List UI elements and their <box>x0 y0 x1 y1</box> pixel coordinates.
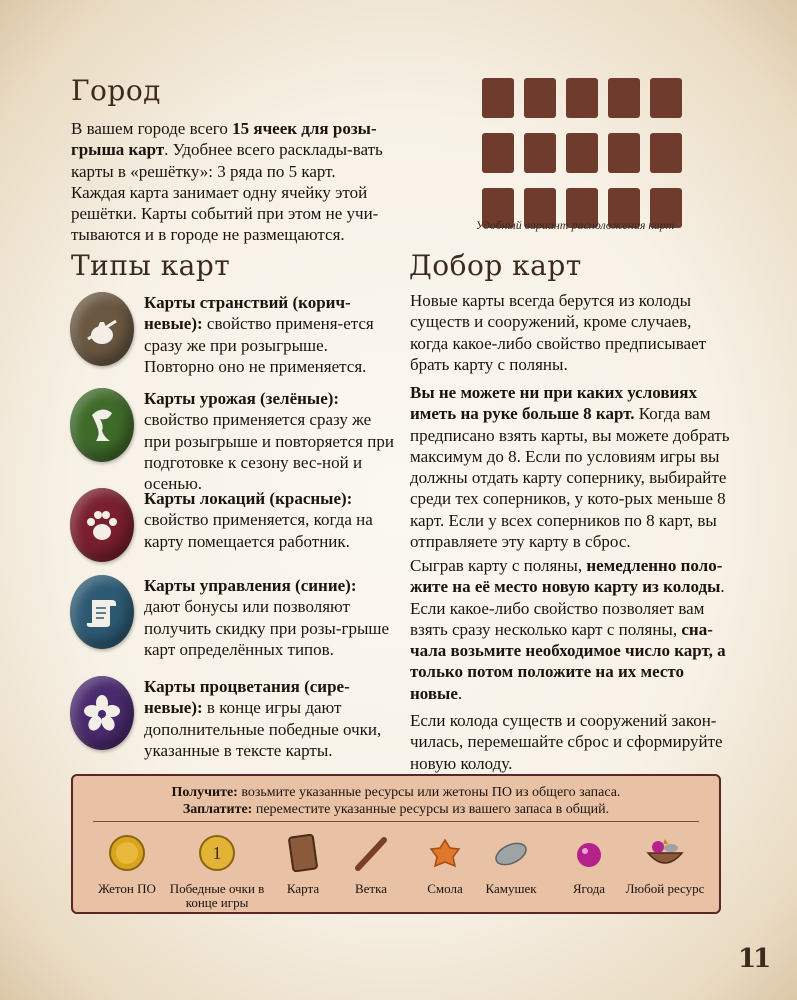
grid-cell <box>608 78 640 118</box>
grid-cell <box>524 133 556 173</box>
city-paragraph: В вашем городе всего 15 ячеек для розы-грыша карт. Удобнее всего расклады-вать карты в «решётку»: 3 ряда по 5 карт. Каждая карта занимает одну ячейку этой решётки. Карты событий при этом не учи-тываются и в городе не размещаются. <box>71 119 383 245</box>
resource-item: Ветка <box>331 832 411 896</box>
pebble-icon <box>471 832 551 874</box>
type-text: Карты управления (синие): дают бонусы или позволяют получить скидку при розы-грыше карт определённых типов. <box>144 576 390 659</box>
grid-cell <box>566 78 598 118</box>
resource-rules: Получите: возьмите указанные ресурсы или жетоны ПО из общего запаса. Заплатите: переместите указанные ресурсы из вашего запаса в общий. <box>171 785 621 817</box>
card-grid-diagram <box>482 78 682 228</box>
grid-cell <box>650 133 682 173</box>
draw-paragraph-2: Вы не можете ни при каких условиях иметь на руке больше 8 карт. Когда вам предписано взять карты, вы можете добрать максимум до 8. Если по условиям игры вы должны отдать карту сопернику, выбирайте среди тех соперников, у кото-рых меньше 8 карт. Если у всех соперников по 8 карт, вы отправляете эту карту в сброс. <box>410 383 730 552</box>
sprout-icon <box>70 388 134 462</box>
vp-end-icon: 1 <box>169 832 265 874</box>
bundle-icon <box>70 292 134 366</box>
vp-token-icon <box>87 832 167 874</box>
city-heading: Город <box>71 74 161 107</box>
diagram-caption: Удобный вариант расположения карт <box>475 218 675 232</box>
grid-cell <box>608 133 640 173</box>
draw-paragraph-1: Новые карты всегда берутся из колоды существ и сооружений, кроме случаев, когда какое-либо свойство предписывает брать карту с поляны. <box>410 291 707 374</box>
grid-cell <box>482 78 514 118</box>
draw-heading: Добор карт <box>409 249 582 282</box>
flower-icon <box>70 676 134 750</box>
resource-legend <box>71 774 721 914</box>
grid-cell <box>650 78 682 118</box>
resource-item: 1 Победные очки в конце игры <box>169 832 265 910</box>
resource-item: Жетон ПО <box>87 832 167 896</box>
paw-icon <box>70 488 134 562</box>
page-number: 11 <box>738 944 769 974</box>
type-text: Карты урожая (зелёные): свойство применяется сразу же при розыгрыше и повторяется при подготовке к сезону вес-ной и осенью. <box>144 389 394 494</box>
divider <box>93 821 699 822</box>
resource-item: Камушек <box>471 832 551 896</box>
any-resource-icon <box>625 832 705 874</box>
types-heading: Типы карт <box>71 249 231 282</box>
resource-item: Смола <box>405 832 485 896</box>
type-text: Карты локаций (красные): свойство применяется, когда на карту помещается работник. <box>144 489 373 551</box>
grid-cell <box>482 133 514 173</box>
draw-paragraph-4: Если колода существ и сооружений закон-чилась, перемешайте сброс и сформируйте новую колоду. <box>410 711 723 773</box>
resource-item: Ягода <box>549 832 629 896</box>
type-text: Карты странствий (корич-невые): свойство применя-ется сразу же при розыгрыше. Повторно оно не применяется. <box>144 293 374 376</box>
berry-icon <box>549 832 629 874</box>
type-text: Карты процветания (сире-невые): в конце игры дают дополнительные победные очки, указанные в тексте карты. <box>144 677 382 760</box>
resource-item: Любой ресурс <box>625 832 705 896</box>
grid-cell <box>566 133 598 173</box>
scroll-icon <box>70 575 134 649</box>
draw-paragraph-3: Сыграв карту с поляны, немедленно поло-жите на её место новую карту из колоды. Если какое-либо свойство позволяет вам взять сразу несколько карт с поляны, сна-чала возьмите необходимое число карт, а только потом положите на их место новые. <box>410 556 726 703</box>
resource-item: Карта <box>263 832 343 896</box>
twig-icon <box>331 832 411 874</box>
grid-cell <box>524 78 556 118</box>
